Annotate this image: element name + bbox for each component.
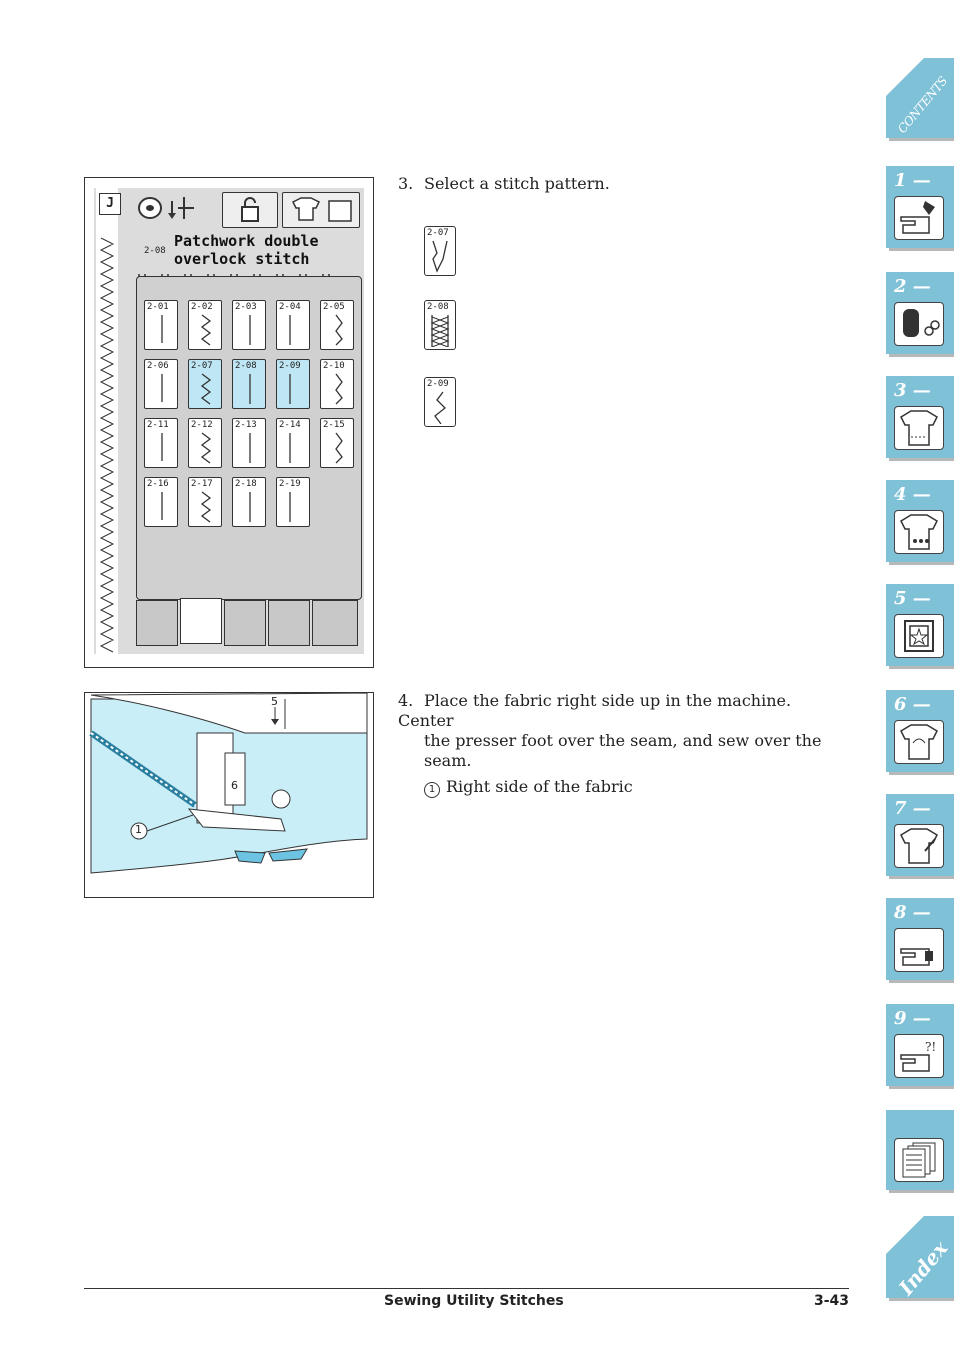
pattern-button-2-07[interactable]	[188, 359, 222, 409]
garment-button[interactable]	[282, 192, 360, 228]
stitch-2-14-icon	[284, 431, 304, 465]
pattern-code: 2-11	[147, 420, 169, 430]
tshirt-design-icon	[894, 720, 944, 764]
sewing-machine-icon	[894, 196, 944, 240]
presser-foot-indicator: J	[99, 193, 121, 215]
category-tab-4[interactable]	[268, 600, 310, 646]
step-3: 3. Select a stitch pattern.	[398, 174, 610, 193]
pattern-code: 2-17	[191, 479, 213, 489]
pattern-button-2-05[interactable]	[320, 300, 354, 350]
lock-button[interactable]	[222, 192, 278, 228]
stitch-2-16-icon	[152, 490, 172, 524]
selected-pattern-code: 2-08	[144, 246, 166, 256]
pattern-code: 2-08	[235, 361, 257, 371]
stitch-2-09-icon	[284, 372, 304, 406]
footer-section: Sewing Utility Stitches	[384, 1293, 564, 1309]
pattern-button-2-04[interactable]	[276, 300, 310, 350]
tab-chapter-2[interactable]: 2 —	[886, 272, 954, 354]
category-tab-1[interactable]	[136, 600, 178, 646]
tshirt-edit-icon	[894, 824, 944, 868]
pattern-code: 2-15	[323, 420, 345, 430]
tab-chapter-4[interactable]: 4 —	[886, 480, 954, 562]
pattern-code: 2-19	[279, 479, 301, 489]
stitch-2-07-icon	[196, 372, 216, 406]
thread-scissors-icon	[894, 302, 944, 346]
tab-chapter-3[interactable]: 3 —	[886, 376, 954, 458]
pattern-button-2-16[interactable]	[144, 477, 178, 527]
pattern-button-2-08[interactable]	[232, 359, 266, 409]
pattern-button-2-13[interactable]	[232, 418, 266, 468]
tab-chapter-7[interactable]: 7 —	[886, 794, 954, 876]
pattern-code: 2-01	[147, 302, 169, 312]
lock-icon	[223, 193, 277, 227]
step-4: 4. Place the fabric right side up in the machine. Center the presser foot over the seam, and sew over the seam. 1 Right side of the fabric	[398, 691, 822, 796]
callout-label: 1	[135, 823, 142, 836]
pattern-button-2-12[interactable]	[188, 418, 222, 468]
category-tab-3[interactable]	[224, 600, 266, 646]
tab-chapter-8[interactable]: 8 —	[886, 898, 954, 980]
category-tab-5[interactable]	[312, 600, 358, 646]
pattern-code: 2-09	[279, 361, 301, 371]
pattern-button-2-03[interactable]	[232, 300, 266, 350]
tab-corner	[886, 1216, 924, 1254]
pattern-code: 2-05	[323, 302, 345, 312]
tab-chapter-5[interactable]: 5 —	[886, 584, 954, 666]
stitch-2-08-icon	[429, 313, 451, 347]
pattern-title: Patchwork double overlock stitch	[174, 232, 319, 268]
pattern-code: 2-18	[235, 479, 257, 489]
stitch-2-03-icon	[240, 313, 260, 347]
stitch-2-17-icon	[196, 490, 216, 524]
tab-chapter-1[interactable]: 1 —	[886, 166, 954, 248]
pattern-code: 2-13	[235, 420, 257, 430]
tab-contents-label: CONTENTS	[894, 74, 951, 136]
stitch-2-10-icon	[328, 372, 348, 406]
bobbin-icon	[136, 193, 196, 223]
pattern-button-2-17[interactable]	[188, 477, 222, 527]
pattern-code: 2-02	[191, 302, 213, 312]
pattern-chip-2-09: 2-09	[424, 377, 456, 427]
category-tab-2[interactable]	[180, 598, 222, 644]
garment-icon	[283, 193, 359, 227]
pattern-button-2-06[interactable]	[144, 359, 178, 409]
presser-foot-illustration	[85, 693, 373, 897]
tab-contents[interactable]	[886, 58, 954, 138]
tab-corner	[886, 58, 924, 96]
pattern-code: 2-04	[279, 302, 301, 312]
tab-appendix[interactable]	[886, 1110, 954, 1190]
sewing-illustration-figure	[84, 692, 374, 898]
embroidery-frame-icon	[894, 614, 944, 658]
documents-icon	[894, 1138, 944, 1182]
zipper-edge-graphic	[94, 188, 120, 654]
tab-chapter-6[interactable]: 6 —	[886, 690, 954, 772]
page-footer	[84, 1288, 849, 1309]
tshirt-abc-icon	[894, 510, 944, 554]
stitch-2-15-icon	[328, 431, 348, 465]
stitch-2-05-icon	[328, 313, 348, 347]
stitch-2-12-icon	[196, 431, 216, 465]
stitch-2-08-icon	[240, 372, 260, 406]
pattern-code: 2-16	[147, 479, 169, 489]
stitch-2-09-icon	[429, 390, 451, 424]
needle-label: 5	[271, 695, 278, 708]
pattern-button-2-15[interactable]	[320, 418, 354, 468]
tab-index[interactable]	[886, 1216, 954, 1298]
stitch-2-11-icon	[152, 431, 172, 465]
pattern-code: 2-14	[279, 420, 301, 430]
stitch-2-18-icon	[240, 490, 260, 524]
pattern-button-2-14[interactable]	[276, 418, 310, 468]
foot-label: 6	[231, 779, 238, 792]
pattern-chip-2-07: 2-07	[424, 226, 456, 276]
machine-trouble-icon	[894, 1034, 944, 1078]
pattern-code: 2-06	[147, 361, 169, 371]
pattern-code: 2-07	[191, 361, 213, 371]
stitch-2-04-icon	[284, 313, 304, 347]
pattern-code: 2-10	[323, 361, 345, 371]
tab-index-label: Index	[893, 1236, 953, 1300]
stitch-2-13-icon	[240, 431, 260, 465]
stitch-2-01-icon	[152, 313, 172, 347]
svg-text:?!: ?!	[925, 1040, 937, 1054]
note-text: Right side of the fabric	[446, 777, 633, 796]
stitch-2-07-icon	[429, 239, 451, 273]
pattern-button-2-02[interactable]	[188, 300, 222, 350]
note-marker: 1	[424, 782, 440, 798]
pattern-button-2-11[interactable]	[144, 418, 178, 468]
stitch-2-06-icon	[152, 372, 172, 406]
pattern-code: 2-03	[235, 302, 257, 312]
pattern-button-2-01[interactable]	[144, 300, 178, 350]
tshirt-icon	[894, 406, 944, 450]
page-number: 3-43	[813, 1293, 849, 1309]
lcd-screen	[94, 188, 364, 654]
pattern-chip-2-08: 2-08	[424, 300, 456, 350]
machine-maintenance-icon	[894, 928, 944, 972]
pattern-code: 2-12	[191, 420, 213, 430]
stitch-2-19-icon	[284, 490, 304, 524]
tab-chapter-9[interactable]: 9 — ?!	[886, 1004, 954, 1086]
pattern-button-2-18[interactable]	[232, 477, 266, 527]
pattern-button-2-19[interactable]	[276, 477, 310, 527]
pattern-button-2-10[interactable]	[320, 359, 354, 409]
pattern-button-2-09[interactable]	[276, 359, 310, 409]
stitch-2-02-icon	[196, 313, 216, 347]
